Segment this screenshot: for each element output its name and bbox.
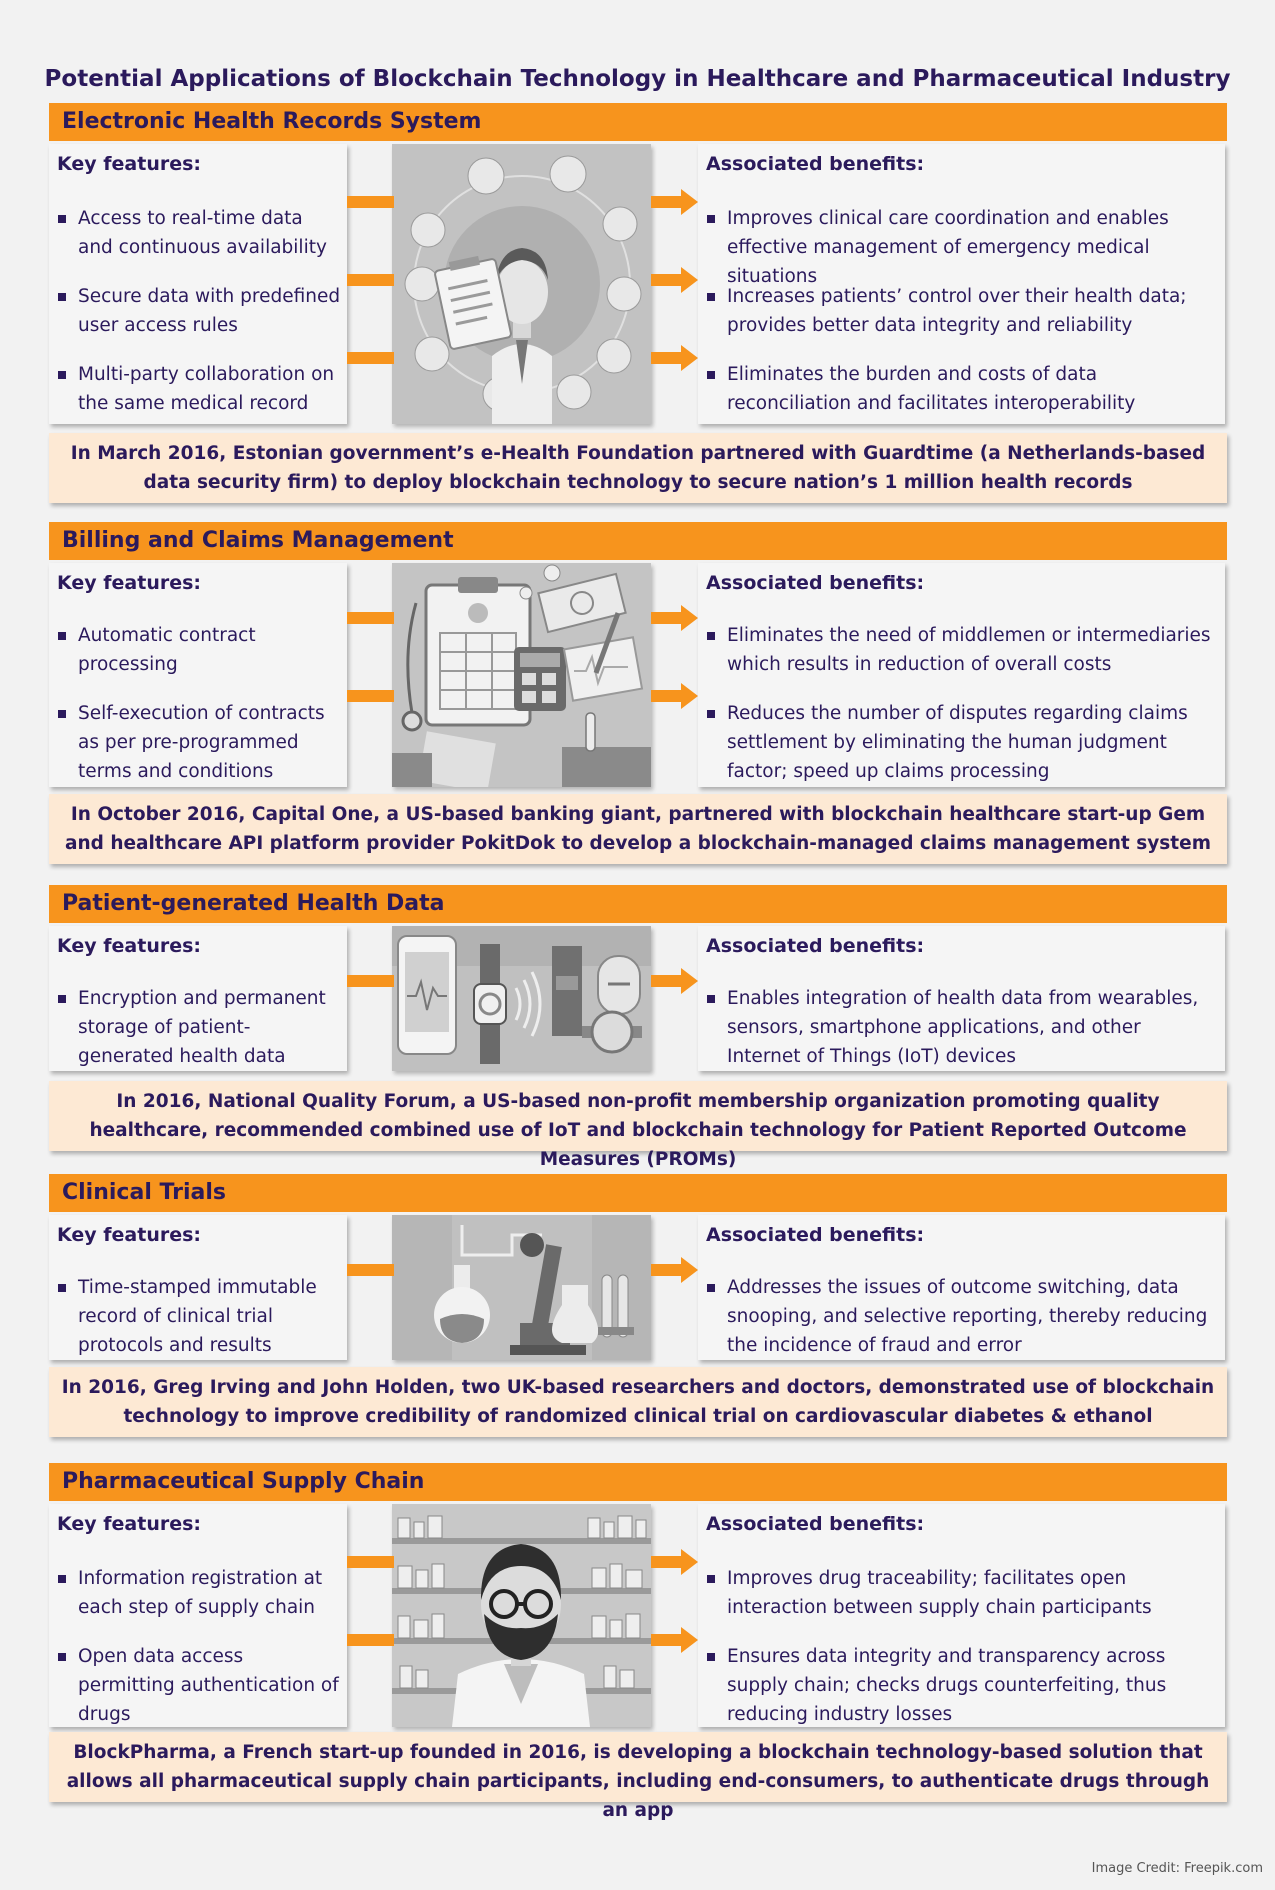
benefit-text: Increases patients’ control over their health data; provides better data integrity and reliability: [727, 286, 1187, 336]
arrow-right-icon: [347, 605, 394, 631]
benefits-panel: [698, 144, 1225, 424]
arrow-right-icon: [347, 683, 394, 709]
page-title: Potential Applications of Blockchain Technology in Healthcare and Pharmaceutical Industry: [44, 66, 1231, 92]
arrow-right-icon: [347, 968, 394, 994]
section-banner: Billing and Claims Management: [49, 522, 1227, 560]
benefits-heading: Associated benefits:: [706, 1513, 925, 1535]
key-features-panel: [49, 144, 347, 424]
key-features-heading: Key features:: [57, 1224, 202, 1246]
feature-item: [57, 360, 341, 418]
bullet-square-icon: [58, 371, 66, 379]
arrow-right-icon: [651, 345, 698, 371]
arrow-right-icon: [651, 1549, 698, 1575]
bullet-square-icon: [58, 632, 66, 640]
feature-item: [57, 1642, 341, 1729]
arrow-right-icon: [347, 189, 394, 215]
benefits-heading: Associated benefits:: [706, 572, 925, 594]
bullet-square-icon: [707, 1653, 715, 1661]
benefit-text: Ensures data integrity and transparency across supply chain; checks drugs counterfeiting, thus reducing industry losses: [727, 1646, 1167, 1725]
arrow-right-icon: [651, 683, 698, 709]
benefit-item: [706, 360, 1219, 418]
benefit-item: [706, 1642, 1219, 1729]
arrow-right-icon: [651, 189, 698, 215]
feature-item: [57, 699, 341, 786]
bullet-square-icon: [707, 1284, 715, 1292]
bullet-square-icon: [707, 632, 715, 640]
benefit-item: [706, 282, 1219, 340]
arrow-right-icon: [347, 1549, 394, 1575]
benefit-text: Reduces the number of disputes regarding claims settlement by eliminating the human judgment factor; speed up claims processing: [727, 703, 1188, 782]
bullet-square-icon: [58, 1653, 66, 1661]
key-features-panel: [49, 563, 347, 787]
benefits-panel: [698, 1215, 1225, 1360]
case-study-callout: In March 2016, Estonian government’s e-Health Foundation partnered with Guardtime (a Netherlands-based data security firm) to deploy blockchain technology to secure nation’s 1 million health records: [49, 433, 1227, 503]
feature-item: [57, 621, 341, 679]
benefit-item: [706, 984, 1219, 1071]
feature-item: [57, 1273, 341, 1360]
case-study-callout: In 2016, Greg Irving and John Holden, two UK-based researchers and doctors, demonstrated use of blockchain technology to improve credibility of randomized clinical trial on cardiovascular diabetes & ethanol: [49, 1367, 1227, 1437]
benefit-item: [706, 1273, 1219, 1360]
arrow-right-icon: [651, 1627, 698, 1653]
bullet-square-icon: [707, 1575, 715, 1583]
feature-text: Encryption and permanent storage of patient-generated health data: [78, 988, 326, 1067]
feature-text: Multi-party collaboration on the same medical record: [78, 364, 335, 414]
bullet-square-icon: [58, 1284, 66, 1292]
feature-text: Time-stamped immutable record of clinical trial protocols and results: [78, 1277, 317, 1356]
key-features-heading: Key features:: [57, 935, 202, 957]
bullet-square-icon: [707, 371, 715, 379]
arrow-right-icon: [347, 1257, 394, 1283]
key-features-heading: Key features:: [57, 153, 202, 175]
key-features-heading: Key features:: [57, 1513, 202, 1535]
image-credit: Image Credit: Freepik.com: [1091, 1861, 1263, 1876]
bullet-square-icon: [58, 1575, 66, 1583]
bullet-square-icon: [58, 215, 66, 223]
bullet-square-icon: [58, 293, 66, 301]
feature-item: [57, 1564, 341, 1622]
benefits-panel: [698, 563, 1225, 787]
benefits-heading: Associated benefits:: [706, 153, 925, 175]
benefit-text: Eliminates the burden and costs of data reconciliation and facilitates interoperability: [727, 364, 1136, 414]
bullet-square-icon: [58, 710, 66, 718]
benefit-text: Eliminates the need of middlemen or intermediaries which results in reduction of overall costs: [727, 625, 1211, 675]
feature-item: [57, 204, 341, 262]
case-study-callout: BlockPharma, a French start-up founded in 2016, is developing a blockchain technology-based solution that allows all pharmaceutical supply chain participants, including end-consumers, to authenticate drugs through an app: [49, 1732, 1227, 1802]
benefit-item: [706, 699, 1219, 786]
benefit-item: [706, 204, 1219, 291]
key-features-panel: [49, 1215, 347, 1360]
benefits-heading: Associated benefits:: [706, 1224, 925, 1246]
pharmacist-illustration: [392, 1504, 651, 1727]
benefits-panel: [698, 926, 1225, 1071]
key-features-panel: [49, 926, 347, 1071]
key-features-heading: Key features:: [57, 572, 202, 594]
benefits-panel: [698, 1504, 1225, 1727]
bullet-square-icon: [707, 293, 715, 301]
feature-text: Access to real-time data and continuous availability: [78, 208, 327, 258]
arrow-right-icon: [651, 267, 698, 293]
feature-text: Information registration at each step of supply chain: [78, 1568, 323, 1618]
feature-text: Open data access permitting authentication of drugs: [78, 1646, 339, 1725]
benefit-item: [706, 1564, 1219, 1622]
arrow-right-icon: [651, 968, 698, 994]
feature-text: Self-execution of contracts as per pre-programmed terms and conditions: [78, 703, 325, 782]
benefit-item: [706, 621, 1219, 679]
feature-item: [57, 282, 341, 340]
benefit-text: Improves drug traceability; facilitates open interaction between supply chain participants: [727, 1568, 1152, 1618]
laboratory-illustration: [392, 1215, 651, 1360]
wearables-illustration: [392, 926, 651, 1071]
arrow-right-icon: [347, 345, 394, 371]
benefit-text: Enables integration of health data from wearables, sensors, smartphone applications, and other Internet of Things (IoT) devices: [727, 988, 1199, 1067]
feature-text: Secure data with predefined user access rules: [78, 286, 341, 336]
benefits-heading: Associated benefits:: [706, 935, 925, 957]
bullet-square-icon: [707, 710, 715, 718]
section-banner: Patient-generated Health Data: [49, 885, 1227, 923]
arrow-right-icon: [651, 605, 698, 631]
section-banner: Electronic Health Records System: [49, 103, 1227, 141]
arrow-right-icon: [347, 1627, 394, 1653]
benefit-text: Addresses the issues of outcome switching, data snooping, and selective reporting, thereby reducing the incidence of fraud and error: [727, 1277, 1208, 1356]
feature-text: Automatic contract processing: [78, 625, 256, 675]
bullet-square-icon: [58, 995, 66, 1003]
section-banner: Pharmaceutical Supply Chain: [49, 1463, 1227, 1501]
benefit-text: Improves clinical care coordination and enables effective management of emergency medical situations: [727, 208, 1169, 287]
key-features-panel: [49, 1504, 347, 1727]
case-study-callout: In October 2016, Capital One, a US-based banking giant, partnered with blockchain healthcare start-up Gem and healthcare API platform provider PokitDok to develop a blockchain-managed claims management system: [49, 794, 1227, 864]
feature-item: [57, 984, 341, 1071]
section-banner: Clinical Trials: [49, 1174, 1227, 1212]
arrow-right-icon: [651, 1257, 698, 1283]
case-study-callout: In 2016, National Quality Forum, a US-based non-profit membership organization promoting quality healthcare, recommended combined use of IoT and blockchain technology for Patient Reported Outcome Measures (PROMs): [49, 1081, 1227, 1151]
billing-illustration: [392, 563, 651, 787]
arrow-right-icon: [347, 267, 394, 293]
bullet-square-icon: [707, 215, 715, 223]
bullet-square-icon: [707, 995, 715, 1003]
doctor-illustration: [392, 144, 651, 424]
